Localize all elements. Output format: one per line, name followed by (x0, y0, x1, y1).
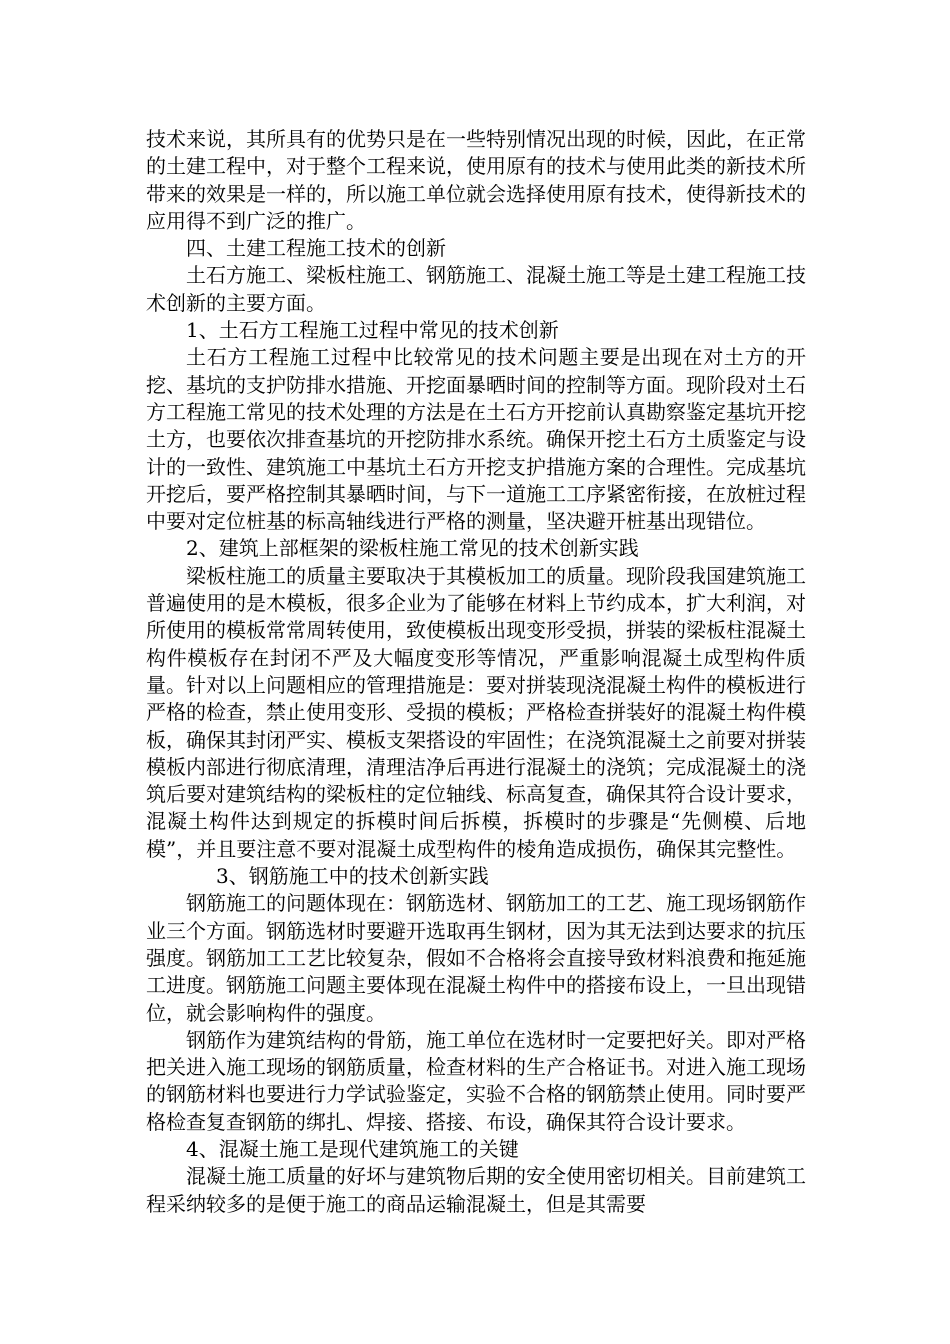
paragraph: 混凝土施工质量的好坏与建筑物后期的安全使用密切相关。目前建筑工程采纳较多的是便于施工的商品运输混凝土，但是其需要 (146, 1164, 806, 1216)
document-page (146, 126, 806, 1218)
subsection-heading: 2、建筑上部框架的梁板柱施工常见的技术创新实践 (186, 536, 639, 561)
paragraph: 钢筋作为建筑结构的骨筋，施工单位在选材时一定要把好关。即对严格把关进入施工现场的钢筋质量，检查材料的生产合格证书。对进入施工现场的钢筋材料也要进行力学试验鉴定，实验不合格的钢筋禁止使用。同时要严格检查复查钢筋的绑扎、焊接、搭接、布设，确保其符合设计要求。 (146, 1027, 806, 1134)
paragraph: 梁板柱施工的质量主要取决于其模板加工的质量。现阶段我国建筑施工普遍使用的是木模板，很多企业为了能够在材料上节约成本，扩大利润，对所使用的模板常常周转使用，致使模板出现变形受损，拼装的梁板柱混凝土构件模板存在封闭不严及大幅度变形等情况，严重影响混凝土成型构件质量。针对以上问题相应的管理措施是：要对拼装现浇混凝土构件的模板进行严格的检查，禁止使用变形、受损的模板；严格检查拼装好的混凝土构件模板，确保其封闭严实、模板支架搭设的牢固性；在浇筑混凝土之前要对拼装模板内部进行彻底清理，清理洁净后再进行混凝土的浇筑；完成混凝土的浇筑后要对建筑结构的梁板柱的定位轴线、标高复查，确保其符合设计要求，混凝土构件达到规定的拆模时间后拆模，拆模时的步骤是“先侧模、后地模”，并且要注意不要对混凝土成型构件的棱角造成损伤，确保其完整性。 (146, 563, 806, 861)
paragraph: 土石方施工、梁板柱施工、钢筋施工、混凝土施工等是土建工程施工技术创新的主要方面。 (146, 263, 806, 315)
subsection-heading: 3、钢筋施工中的技术创新实践 (216, 864, 489, 889)
paragraph-continuation: 技术来说，其所具有的优势只是在一些特别情况出现的时候，因此，在正常的土建工程中，对于整个工程来说，使用原有的技术与使用此类的新技术所带来的效果是一样的，所以施工单位就会选择使用原有技术，使得新技术的应用得不到广泛的推广。 (146, 127, 806, 233)
subsection-heading: 4、混凝土施工是现代建筑施工的关键 (186, 1136, 519, 1161)
section-heading: 四、土建工程施工技术的创新 (186, 236, 446, 261)
paragraph: 土石方工程施工过程中比较常见的技术问题主要是出现在对土方的开挖、基坑的支护防排水措施、开挖面暴晒时间的控制等方面。现阶段对土石方工程施工常见的技术处理的方法是在土石方开挖前认真勘察鉴定基坑开挖土方，也要依次排查基坑的开挖防排水系统。确保开挖土石方土质鉴定与设计的一致性、建筑施工中基坑土石方开挖支护措施方案的合理性。完成基坑开挖后，要严格控制其暴晒时间，与下一道施工工序紧密衔接，在放桩过程中要对定位桩基的标高轴线进行严格的测量，坚决避开桩基出现错位。 (146, 345, 806, 534)
subsection-heading: 1、土石方工程施工过程中常见的技术创新 (186, 318, 559, 343)
paragraph: 钢筋施工的问题体现在：钢筋选材、钢筋加工的工艺、施工现场钢筋作业三个方面。钢筋选材时要避开选取再生钢材，因为其无法到达要求的抗压强度。钢筋加工工艺比较复杂，假如不合格将会直接导致材料浪费和拖延施工进度。钢筋施工问题主要体现在混凝土构件中的搭接布设上，一旦出现错位，就会影响构件的强度。 (146, 891, 806, 1025)
